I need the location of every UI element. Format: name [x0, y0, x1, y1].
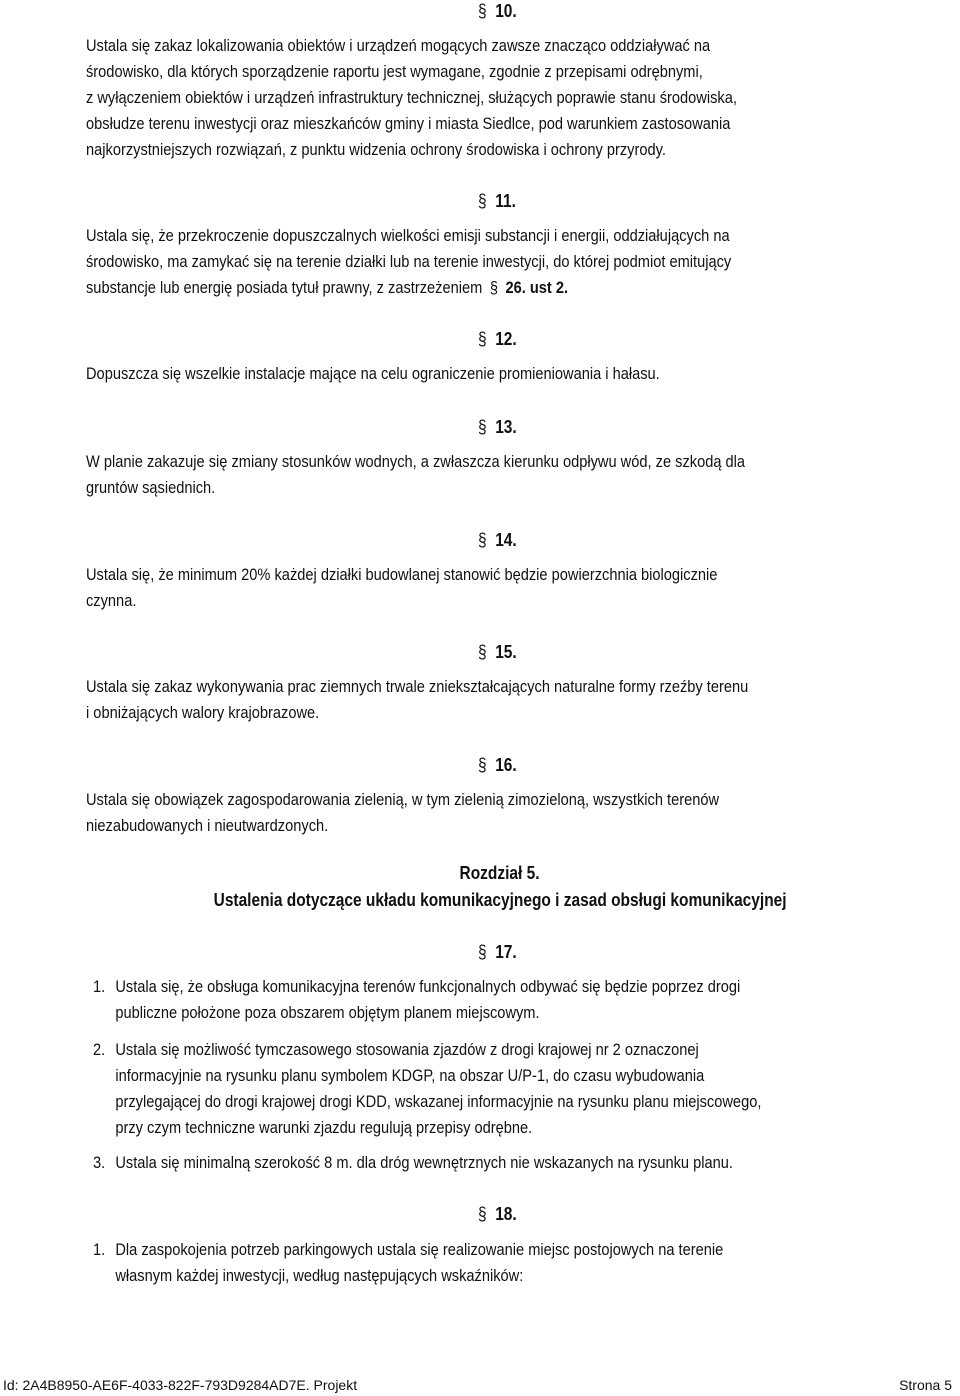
section-sign: §	[489, 278, 498, 297]
section-reference: 26. ust 2.	[505, 278, 569, 297]
section-sign: §	[478, 1, 487, 21]
list-item-body	[115, 1237, 923, 1289]
list-item-number: 3.	[93, 1153, 106, 1172]
text-line: własnym każdej inwestycji, według następujących wskaźników:	[115, 1266, 524, 1285]
section-heading-12	[478, 328, 547, 350]
text-fragment: substancje lub energię posiada tytuł prawny, z zastrzeżeniem	[86, 278, 483, 297]
paragraph-13	[86, 449, 920, 501]
list-item-number: 1.	[93, 1240, 106, 1259]
section-heading-13	[478, 416, 547, 438]
text-line: najkorzystniejszych rozwiązań, z punktu widzenia ochrony środowiska i ochrony przyrody.	[86, 140, 666, 159]
text-line: środowisko, dla których sporządzenie raportu jest wymagane, zgodnie z przepisami odrębnymi,	[86, 62, 703, 81]
chapter-number-text: Rozdział 5.	[459, 863, 540, 883]
footer-document-id: Id: 2A4B8950-AE6F-4033-822F-793D9284AD7E. Projekt	[3, 1377, 358, 1393]
list-item-number: 2.	[93, 1040, 106, 1059]
list-item-body	[115, 1037, 923, 1141]
text-line: środowisko, ma zamykać się na terenie działki lub na terenie inwestycji, do której podmiot emitujący	[86, 252, 732, 271]
section-number: 15.	[495, 642, 517, 662]
section-heading-14	[478, 529, 547, 551]
section-sign: §	[478, 191, 487, 211]
section-heading-16	[478, 754, 547, 776]
text-line: obsłudze terenu inwestycji oraz mieszkańców gminy i miasta Siedlce, pod warunkiem zastosowania	[86, 114, 731, 133]
section-sign: §	[478, 417, 487, 437]
text-line: Ustala się minimalną szerokość 8 m. dla dróg wewnętrznych nie wskazanych na rysunku planu.	[115, 1153, 733, 1172]
section-sign: §	[478, 942, 487, 962]
section-sign: §	[478, 1204, 487, 1224]
text-line: Ustala się, że przekroczenie dopuszczalnych wielkości emisji substancji i energii, oddziałujących na	[86, 226, 730, 245]
text-line: i obniżających walory krajobrazowe.	[86, 703, 320, 722]
text-line: z wyłączeniem obiektów i urządzeń infrastruktury technicznej, służących poprawie stanu środowiska,	[86, 88, 737, 107]
section-heading-18	[478, 1203, 547, 1225]
section-number: 12.	[495, 329, 517, 349]
paragraph-15	[86, 674, 920, 726]
section-number: 17.	[495, 942, 517, 962]
text-line: niezabudowanych i nieutwardzonych.	[86, 816, 329, 835]
section-number: 18.	[495, 1204, 517, 1224]
footer-page-number: Strona 5	[899, 1377, 952, 1393]
text-line-last	[86, 275, 920, 301]
text-line: Ustala się możliwość tymczasowego stosowania zjazdów z drogi krajowej nr 2 oznaczonej	[115, 1040, 699, 1059]
text-line: przy czym techniczne warunki zjazdu regulują przepisy odrębne.	[115, 1118, 533, 1137]
text-line: Dopuszcza się wszelkie instalacje mające na celu ograniczenie promieniowania i hałasu.	[86, 364, 660, 383]
section-number: 13.	[495, 417, 517, 437]
text-line: Ustala się zakaz wykonywania prac ziemnych trwale zniekształcających naturalne formy rzeźby terenu	[86, 677, 749, 696]
text-line: czynna.	[86, 591, 137, 610]
section-number: 10.	[495, 1, 517, 21]
text-line: Ustala się zakaz lokalizowania obiektów i urządzeń mogących zawsze znacząco oddziaływać na	[86, 36, 711, 55]
section-heading-15	[478, 641, 547, 663]
text-line: informacyjnie na rysunku planu symbolem KDGP, na obszar U/P-1, do czasu wybudowania	[115, 1066, 705, 1085]
section-number: 14.	[495, 530, 517, 550]
text-line: Ustala się, że obsługa komunikacyjna terenów funkcjonalnych odbywać się będzie poprzez drogi	[115, 977, 741, 996]
paragraph-14	[86, 562, 920, 614]
paragraph-10	[86, 33, 920, 163]
text-line: publiczne położone poza obszarem objętym planem miejscowym.	[115, 1003, 540, 1022]
text-line: W planie zakazuje się zmiany stosunków wodnych, a zwłaszcza kierunku odpływu wód, ze szkodą dla	[86, 452, 746, 471]
section-sign: §	[478, 530, 487, 550]
chapter-title	[0, 885, 960, 915]
section-sign: §	[478, 755, 487, 775]
section-sign: §	[478, 642, 487, 662]
text-line: Ustala się, że minimum 20% każdej działki budowlanej stanowić będzie powierzchnia biologicznie	[86, 565, 718, 584]
list-item-body	[115, 1150, 923, 1176]
paragraph-16	[86, 787, 920, 839]
paragraph-12	[86, 361, 920, 387]
list-item-number: 1.	[93, 977, 106, 996]
chapter-title-text: Ustalenia dotyczące układu komunikacyjnego i zasad obsługi komunikacyjnej	[213, 890, 787, 910]
section-number: 11.	[495, 191, 516, 211]
text-line: Ustala się obowiązek zagospodarowania zielenią, w tym zielenią zimozieloną, wszystkich terenów	[86, 790, 720, 809]
section-sign: §	[478, 329, 487, 349]
section-heading-11	[478, 190, 547, 212]
text-line: przylegającej do drogi krajowej drogi KDD, wskazanej informacyjnie na rysunku planu miejscowego,	[115, 1092, 762, 1111]
list-item-body	[115, 974, 923, 1026]
text-line: gruntów sąsiednich.	[86, 478, 216, 497]
section-number: 16.	[495, 755, 517, 775]
paragraph-11	[86, 223, 920, 301]
text-line: Dla zaspokojenia potrzeb parkingowych ustala się realizowanie miejsc postojowych na terenie	[115, 1240, 724, 1259]
chapter-number	[0, 858, 960, 888]
section-heading-17	[478, 941, 547, 963]
section-heading-10	[478, 0, 547, 22]
